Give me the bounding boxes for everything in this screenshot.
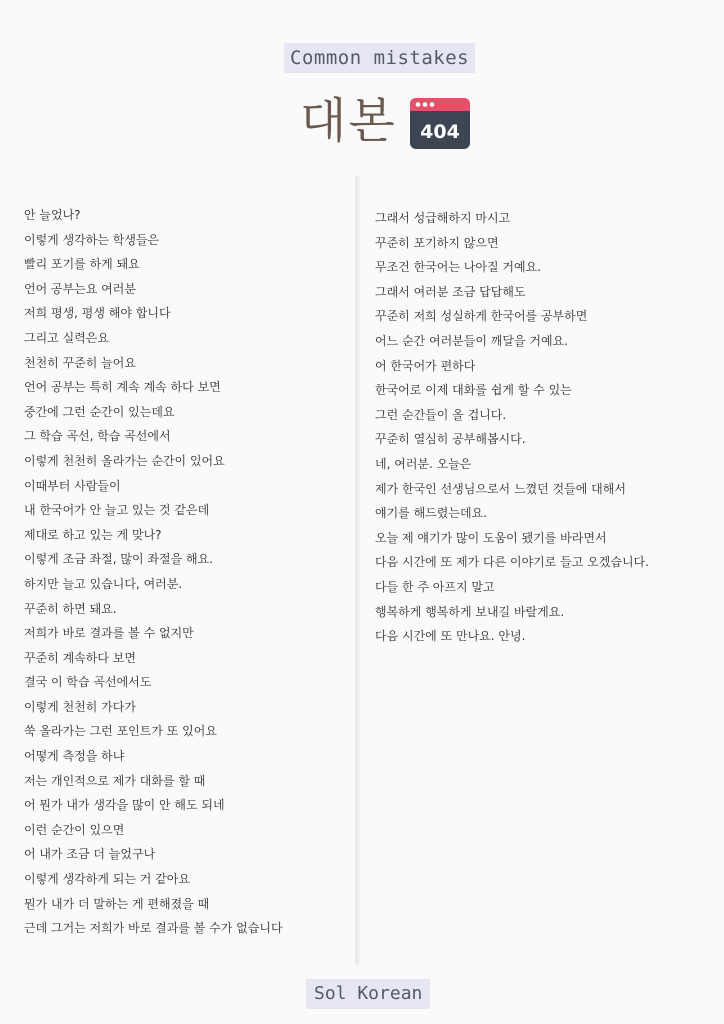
script-line: 내 한국어가 안 늘고 있는 것 같은데: [24, 503, 210, 518]
script-line: 저는 개인적으로 제가 대화를 할 때: [24, 773, 206, 788]
script-line: 오늘 제 얘기가 많이 도움이 됐기를 바라면서: [375, 530, 607, 545]
error-404-browser-icon: [409, 97, 471, 150]
footer-label: Sol Korean: [306, 979, 430, 1009]
script-line: 저희가 바로 결과를 볼 수 없지만: [24, 626, 194, 641]
script-line: 어 내가 조금 더 늘었구나: [24, 847, 156, 862]
script-line: 중간에 그런 순간이 있는데요: [24, 404, 175, 419]
script-line: 다음 시간에 또 만나요. 안녕.: [375, 629, 526, 644]
script-line: 그리고 실력은요: [24, 330, 109, 345]
script-line: 그 학습 곡선, 학습 곡선에서: [24, 429, 171, 444]
script-line: 이런 순간이 있으면: [24, 822, 125, 837]
script-line: 제가 한국인 선생님으로서 느꼈던 것들에 대해서: [375, 481, 626, 496]
script-line: 언어 공부는 특히 계속 계속 하다 보면: [24, 380, 221, 395]
script-line: 제대로 하고 있는 게 맞나?: [24, 527, 162, 542]
script-line: 어 한국어가 편하다: [375, 358, 476, 373]
script-line: 그런 순간들이 올 겁니다.: [375, 407, 507, 422]
script-line: 어 뭔가 내가 생각을 많이 안 해도 되네: [24, 798, 225, 813]
script-line: 행복하게 행복하게 보내길 바랄게요.: [375, 604, 565, 619]
script-left-column: [24, 203, 346, 941]
script-line: 다음 시간에 또 제가 다른 이야기로 들고 오겠습니다.: [375, 555, 649, 570]
script-line: 꾸준히 포기하지 않으면: [375, 235, 499, 250]
script-line: 결국 이 학습 곡선에서도: [24, 675, 152, 690]
script-line: 이때부터 사람들이: [24, 478, 121, 493]
script-line: 이렇게 천천히 가다가: [24, 699, 136, 714]
script-line: 뭔가 내가 더 말하는 게 편해졌을 때: [24, 896, 210, 911]
script-line: 꾸준히 계속하다 보면: [24, 650, 136, 665]
script-line: 그래서 성급해하지 마시고: [375, 211, 511, 225]
script-line: 안 늘었나?: [24, 208, 81, 222]
script-line: 이렇게 생각하게 되는 거 같아요: [24, 872, 190, 887]
script-line: 이렇게 생각하는 학생들은: [24, 232, 160, 247]
script-line: 어떻게 측정을 하냐: [24, 749, 125, 764]
script-line: 저희 평생, 평생 해야 합니다: [24, 306, 171, 321]
column-divider: [355, 175, 360, 965]
script-line: 얘기를 해드렸는데요.: [375, 506, 487, 521]
script-line: 이렇게 천천히 올라가는 순간이 있어요: [24, 453, 225, 468]
script-line: 언어 공부는요 여러분: [24, 281, 136, 296]
script-line: 어느 순간 여러분들이 깨달을 거예요.: [375, 333, 568, 348]
header-label: Common mistakes: [284, 43, 475, 73]
script-line: 네, 여러분. 오늘은: [375, 456, 472, 471]
script-right-column: [375, 206, 705, 649]
script-line: 그래서 여러분 조금 답답해도: [375, 284, 526, 299]
script-line: 쑥 올라가는 그런 포인트가 또 있어요: [24, 724, 217, 739]
script-line: 이렇게 조금 좌절, 많이 좌절을 해요.: [24, 552, 213, 567]
script-line: 천천히 꾸준히 늘어요: [24, 355, 136, 370]
script-line: 무조건 한국어는 나아질 거예요.: [375, 260, 541, 275]
script-line: 빨리 포기를 하게 돼요: [24, 257, 140, 272]
script-line: 한국어로 이제 대화를 쉽게 할 수 있는: [375, 383, 572, 398]
script-line: 근데 그거는 저희가 바로 결과를 볼 수가 없습니다: [24, 921, 283, 936]
script-line: 다들 한 주 아프지 말고: [375, 579, 495, 594]
script-line: 꾸준히 열심히 공부해봅시다.: [375, 432, 526, 447]
script-line: 꾸준히 하면 돼요.: [24, 601, 117, 616]
icon-404-text: 404: [420, 121, 460, 143]
page-title: 대본: [300, 93, 397, 149]
script-line: 하지만 늘고 있습니다, 여러분.: [24, 576, 183, 591]
script-line: 꾸준히 저희 성실하게 한국어를 공부하면: [375, 309, 588, 324]
